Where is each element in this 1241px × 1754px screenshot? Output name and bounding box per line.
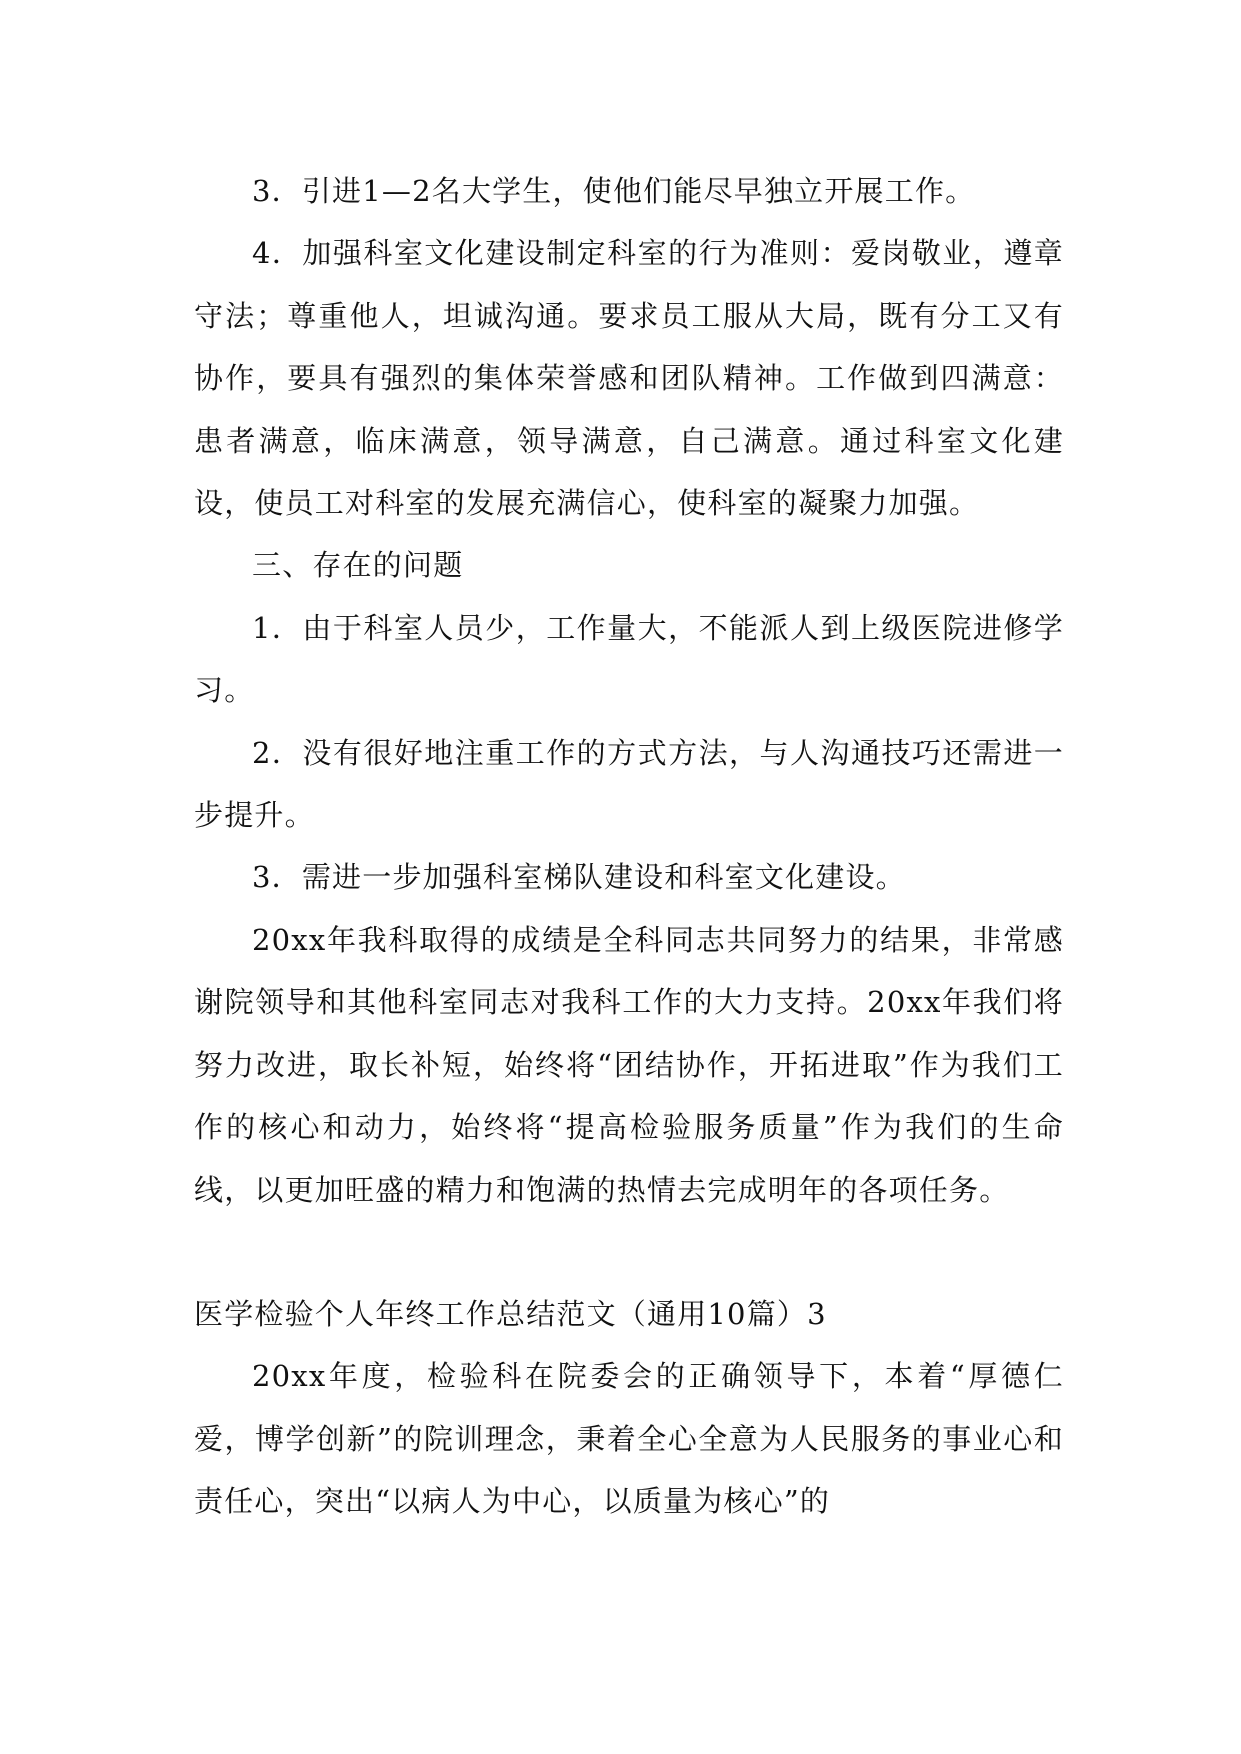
- paragraph-problem-team-building: 3．需进一步加强科室梯队建设和科室文化建设。: [252, 860, 906, 895]
- section-title: 医学检验个人年终工作总结范文（通用10篇）3: [194, 1296, 827, 1331]
- section-heading-problems: 三、存在的问题: [252, 548, 464, 583]
- paragraph-problem-staffing: 1．由于科室人员少，工作量大，不能派人到上级医院进修学习。: [194, 610, 1064, 708]
- document-body: [194, 160, 1064, 1533]
- paragraph-conclusion: 20xx年我科取得的成绩是全科同志共同努力的结果，非常感谢院领导和其他科室同志对我科工作的大力支持。20xx年我们将努力改进，取长补短，始终将“团结协作，开拓进取”作为我们工作的核心和动力，始终将“提高检验服务质量”作为我们的生命线，以更加旺盛的精力和饱满的热情去完成明年的各项任务。: [194, 922, 1064, 1207]
- paragraph-annual-overview: 20xx年度，检验科在院委会的正确领导下，本着“厚德仁爱，博学创新”的院训理念，秉着全心全意为人民服务的事业心和责任心，突出“以病人为中心，以质量为核心”的: [194, 1359, 1064, 1519]
- paragraph-problem-communication: 2．没有很好地注重工作的方式方法，与人沟通技巧还需进一步提升。: [194, 735, 1064, 833]
- paragraph-department-culture: 4．加强科室文化建设制定科室的行为准则：爱岗敬业，遵章守法；尊重他人，坦诚沟通。要求员工服从大局，既有分工又有协作，要具有强烈的集体荣誉感和团队精神。工作做到四满意：患者满意，临床满意，领导满意，自己满意。通过科室文化建设，使员工对科室的发展充满信心，使科室的凝聚力加强。: [194, 236, 1064, 521]
- paragraph-intro-graduates: 3．引进1—2名大学生，使他们能尽早独立开展工作。: [252, 174, 976, 208]
